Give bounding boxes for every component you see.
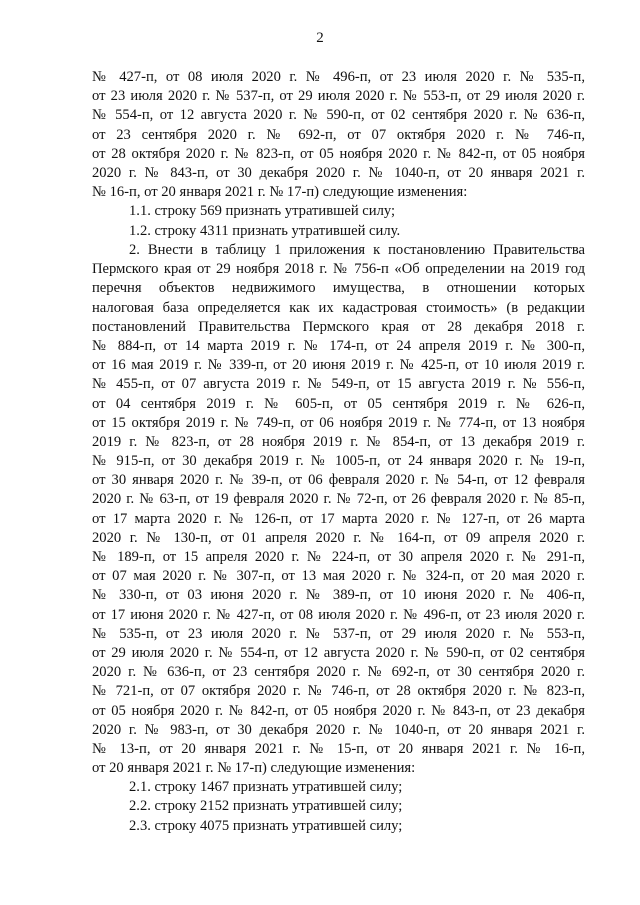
- text-line: перечня объектов недвижимого имущества, в отношении которых: [92, 280, 585, 297]
- text-line: от 15 октября 2019 г. № 749-п, от 06 ноября 2019 г. № 774-п, от 13 ноября: [92, 414, 585, 431]
- text-line: 2020 г. № 63-п, от 19 февраля 2020 г. № 72-п, от 26 февраля 2020 г. № 85-п,: [92, 491, 585, 508]
- text-line: 2020 г. № 130-п, от 01 апреля 2020 г. № 164-п, от 09 апреля 2020 г.: [92, 529, 585, 546]
- text-line: от 17 марта 2020 г. № 126-п, от 17 марта 2020 г. № 127-п, от 26 марта: [92, 510, 585, 527]
- text-line: от 23 июля 2020 г. № 537-п, от 29 июля 2020 г. № 553-п, от 29 июля 2020 г.: [92, 88, 585, 105]
- text-line: № 721-п, от 07 октября 2020 г. № 746-п, от 28 октября 2020 г. № 823-п,: [92, 683, 585, 700]
- text-line: от 23 сентября 2020 г. № 692-п, от 07 октября 2020 г. № 746-п,: [92, 126, 585, 143]
- text-line: № 535-п, от 23 июля 2020 г. № 537-п, от 29 июля 2020 г. № 553-п,: [92, 625, 585, 642]
- text-line: № 884-п, от 14 марта 2019 г. № 174-п, от 24 апреля 2019 г. № 300-п,: [92, 337, 585, 354]
- text-block-amendment-list-1: [92, 68, 585, 241]
- text-line: налоговая база определяется как их кадастровая стоимость» (в редакции: [92, 299, 585, 316]
- text-block-amendment-list-2: [92, 241, 585, 836]
- list-item: 2.1. строку 1467 признать утратившей силу;: [129, 779, 403, 796]
- list-item: 2.3. строку 4075 признать утратившей силу;: [129, 817, 403, 834]
- text-line: от 28 октября 2020 г. № 823-п, от 05 ноября 2020 г. № 842-п, от 05 ноября: [92, 145, 585, 162]
- text-line: 2020 г. № 636-п, от 23 сентября 2020 г. № 692-п, от 30 сентября 2020 г.: [92, 664, 585, 681]
- text-line: от 07 мая 2020 г. № 307-п, от 13 мая 2020 г. № 324-п, от 20 мая 2020 г.: [92, 568, 585, 585]
- list-item: 1.2. строку 4311 признать утратившей силу.: [129, 222, 401, 239]
- list-item: 1.1. строку 569 признать утратившей силу;: [129, 203, 396, 220]
- text-line: от 16 мая 2019 г. № 339-п, от 20 июня 2019 г. № 425-п, от 10 июля 2019 г.: [92, 357, 585, 374]
- text-line: № 455-п, от 07 августа 2019 г. № 549-п, от 15 августа 2019 г. № 556-п,: [92, 376, 585, 393]
- text-line: от 17 июня 2020 г. № 427-п, от 08 июля 2020 г. № 496-п, от 23 июля 2020 г.: [92, 606, 585, 623]
- text-line: от 29 июля 2020 г. № 554-п, от 12 августа 2020 г. № 590-п, от 02 сентября: [92, 644, 585, 661]
- text-line: от 20 января 2021 г. № 17-п) следующие изменения:: [92, 760, 416, 777]
- text-line: 2020 г. № 843-п, от 30 декабря 2020 г. № 1040-п, от 20 января 2021 г.: [92, 164, 585, 181]
- text-line: от 05 ноября 2020 г. № 842-п, от 05 ноября 2020 г. № 843-п, от 23 декабря: [92, 702, 585, 719]
- text-line: № 330-п, от 03 июня 2020 г. № 389-п, от 10 июня 2020 г. № 406-п,: [92, 587, 585, 604]
- text-line: 2019 г. № 823-п, от 28 ноября 2019 г. № 854-п, от 13 декабря 2019 г.: [92, 433, 585, 450]
- page-number: 2: [316, 30, 324, 46]
- text-line: № 13-п, от 20 января 2021 г. № 15-п, от 20 января 2021 г. № 16-п,: [92, 740, 585, 757]
- text-line: от 30 января 2020 г. № 39-п, от 06 февраля 2020 г. № 54-п, от 12 февраля: [92, 472, 585, 489]
- text-line: 2020 г. № 983-п, от 30 декабря 2020 г. № 1040-п, от 20 января 2021 г.: [92, 721, 585, 738]
- text-line: № 915-п, от 30 декабря 2019 г. № 1005-п, от 24 января 2020 г. № 19-п,: [92, 453, 585, 470]
- text-line: № 16-п, от 20 января 2021 г. № 17-п) следующие изменения:: [92, 184, 468, 201]
- text-line: № 427-п, от 08 июля 2020 г. № 496-п, от 23 июля 2020 г. № 535-п,: [92, 69, 585, 85]
- text-line: Пермского края от 29 ноября 2018 г. № 756-п «Об определении на 2019 год: [92, 261, 585, 278]
- paragraph-start: 2. Внести в таблицу 1 приложения к постановлению Правительства: [129, 242, 585, 258]
- list-item: 2.2. строку 2152 признать утратившей силу;: [129, 798, 403, 815]
- text-line: постановлений Правительства Пермского края от 28 декабря 2018 г.: [92, 318, 585, 335]
- text-line: № 189-п, от 15 апреля 2020 г. № 224-п, от 30 апреля 2020 г. № 291-п,: [92, 549, 585, 565]
- text-line: от 04 сентября 2019 г. № 605-п, от 05 сентября 2019 г. № 626-п,: [92, 395, 585, 412]
- text-line: № 554-п, от 12 августа 2020 г. № 590-п, от 02 сентября 2020 г. № 636-п,: [92, 107, 585, 124]
